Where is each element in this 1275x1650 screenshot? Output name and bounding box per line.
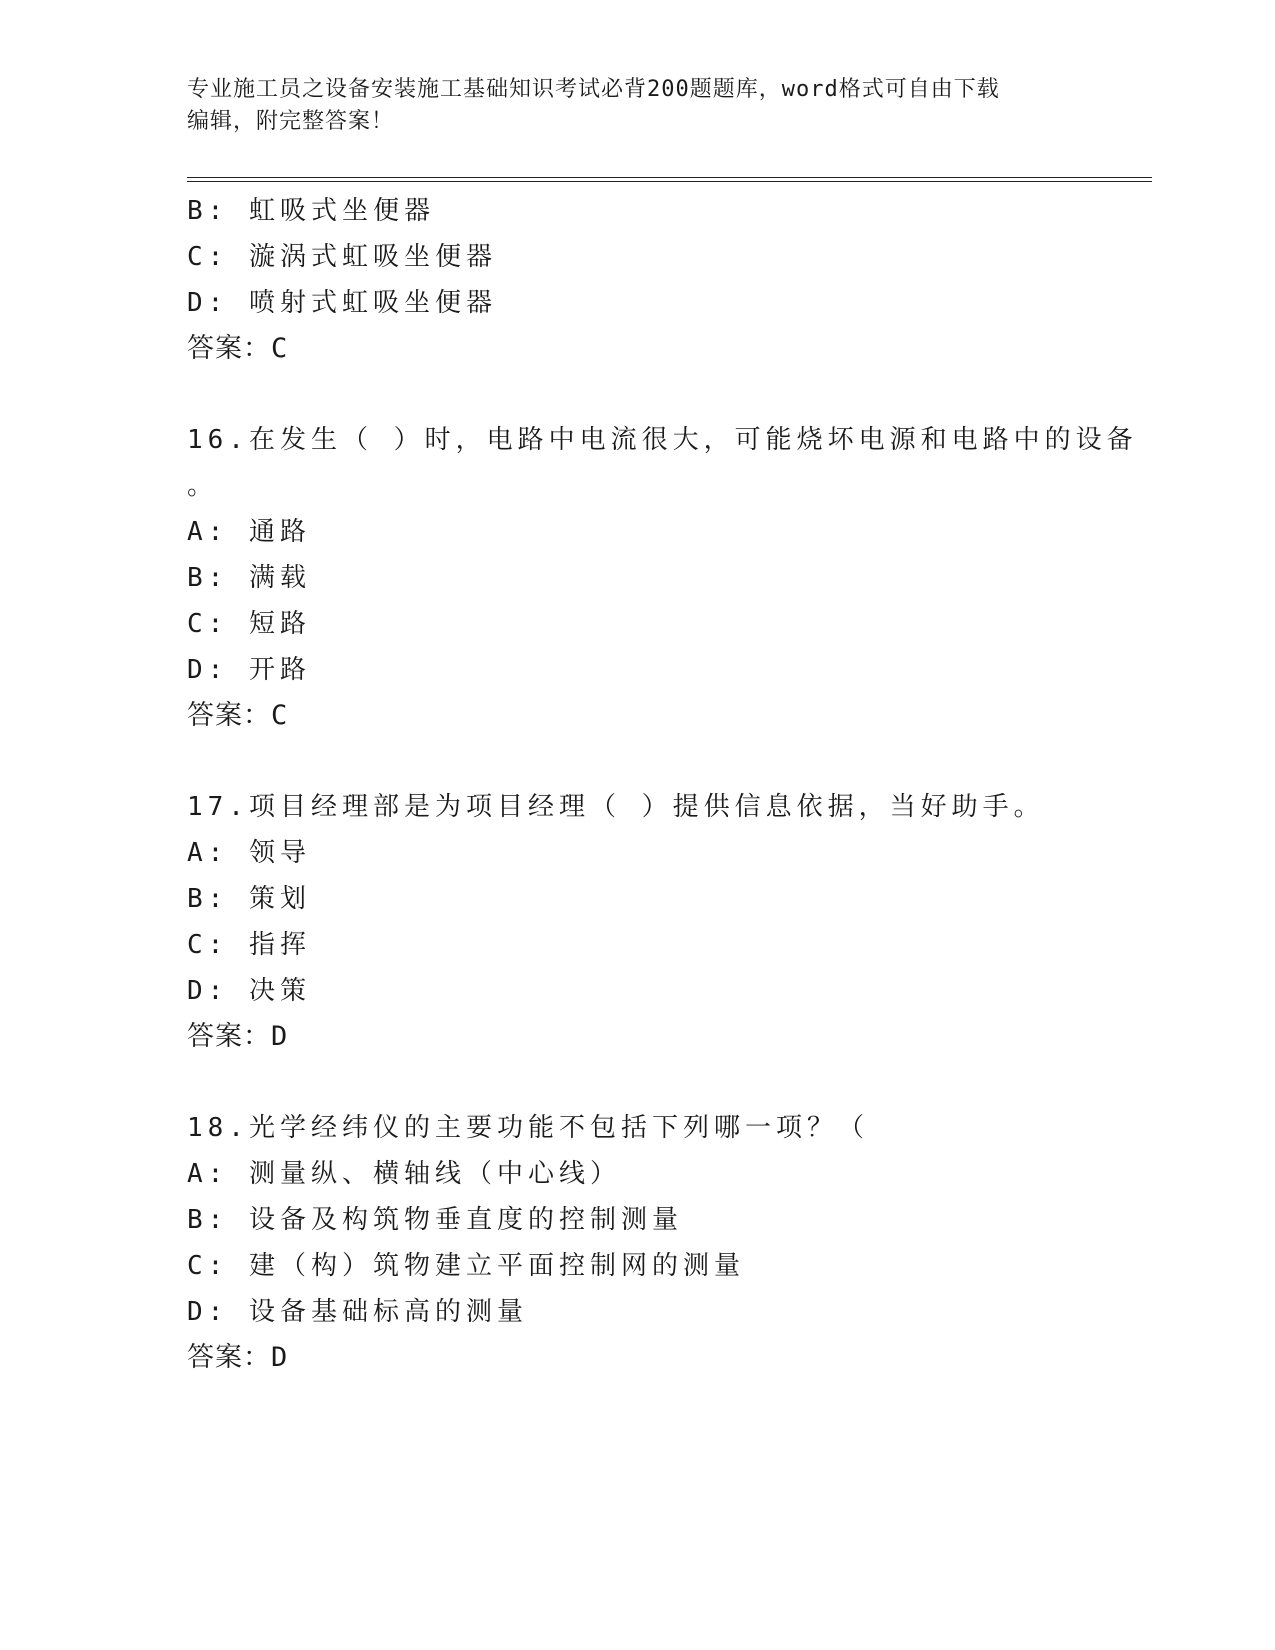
document-header	[187, 74, 1087, 138]
question-block-partial	[187, 188, 1067, 372]
question-stem-continuation: 。	[187, 471, 219, 501]
spacer	[187, 372, 1067, 417]
option-b: B: 策划	[187, 884, 311, 914]
option-b: B: 设备及构筑物垂直度的控制测量	[187, 1205, 683, 1235]
question-block-18	[187, 1105, 1067, 1381]
question-stem: 18.光学经纬仪的主要功能不包括下列哪一项？（	[187, 1113, 869, 1143]
header-title-line-1: 专业施工员之设备安装施工基础知识考试必背200题题库，word格式可自由下载	[187, 77, 1000, 102]
option-d: D: 决策	[187, 976, 311, 1006]
option-b: B: 满载	[187, 563, 311, 593]
answer-text: 答案：D	[187, 1021, 289, 1052]
question-block-16	[187, 417, 1138, 739]
answer-text: 答案：C	[187, 700, 289, 731]
question-stem: 16.在发生（ ）时，电路中电流很大，可能烧坏电源和电路中的设备	[187, 425, 1138, 455]
option-d: D: 开路	[187, 655, 311, 685]
option-c: C: 建（构）筑物建立平面控制网的测量	[187, 1251, 745, 1281]
spacer	[187, 739, 1067, 784]
question-block-17	[187, 784, 1067, 1060]
answer-text: 答案：C	[187, 333, 289, 364]
option-d: D: 设备基础标高的测量	[187, 1297, 528, 1327]
option-b: B: 虹吸式坐便器	[187, 196, 435, 226]
option-a: A: 通路	[187, 517, 311, 547]
header-title-line-2: 编辑，附完整答案！	[187, 109, 395, 134]
option-c: C: 指挥	[187, 930, 311, 960]
question-list	[187, 188, 1138, 1381]
option-a: A: 领导	[187, 838, 311, 868]
spacer	[187, 1060, 1067, 1105]
answer-text: 答案：D	[187, 1342, 289, 1373]
header-divider	[187, 177, 1152, 182]
option-d: D: 喷射式虹吸坐便器	[187, 288, 497, 318]
option-a: A: 测量纵、横轴线（中心线）	[187, 1159, 621, 1189]
option-c: C: 短路	[187, 609, 311, 639]
option-c: C: 漩涡式虹吸坐便器	[187, 242, 497, 272]
question-stem: 17.项目经理部是为项目经理（ ）提供信息依据，当好助手。	[187, 792, 1045, 822]
